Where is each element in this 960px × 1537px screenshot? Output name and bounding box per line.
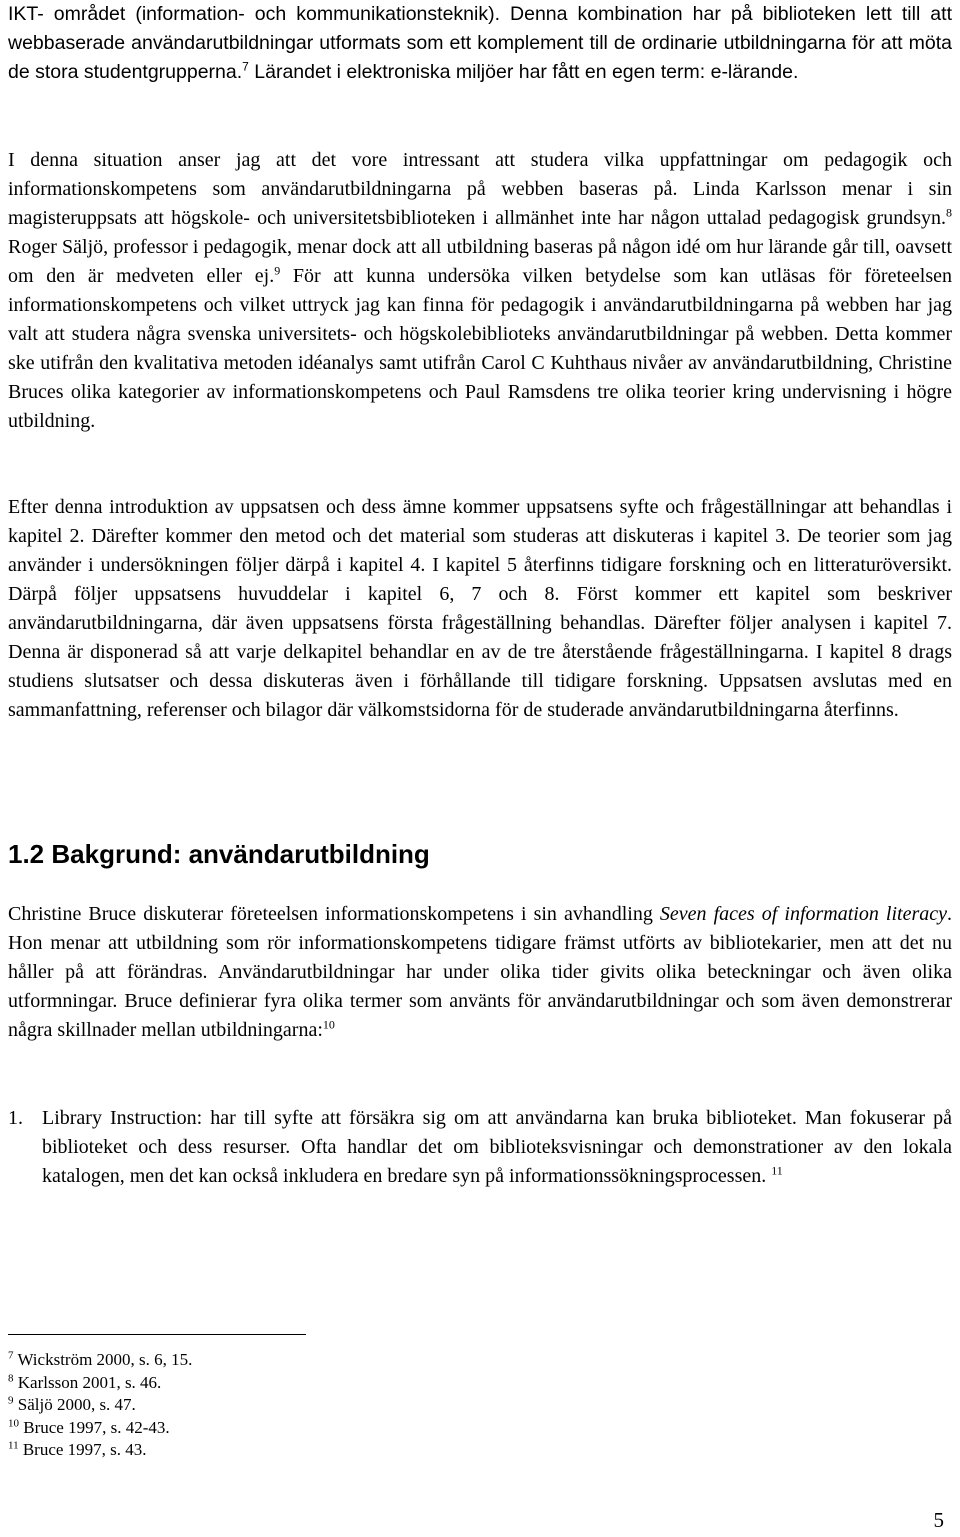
footnote-text: Karlsson 2001, s. 46. [13,1372,162,1392]
footnote-number: 7 [8,1349,14,1362]
paragraph-text: IKT- området (information- och kommunikationsteknik). Denna kombination har på biblioteken lett till att webbaserade användarutbildningar utformats som ett komplement till de ordinarie utbildningarna för att möta de stora studentgrupperna. [8,3,952,83]
footnote-ref-8[interactable]: 8 [946,205,952,220]
paragraph-intro-continuation [8,0,952,87]
footnote [8,1394,192,1417]
paragraph-text: Lärandet i elektroniska miljöer har fått en egen term: e-lärande. [248,61,799,83]
footnote [8,1349,192,1372]
footnote-text: Säljö 2000, s. 47. [13,1395,136,1414]
paragraph-text: Christine Bruce diskuterar företeelsen informationskompetens i sin avhandling [8,903,660,925]
paragraph-text: För att kunna undersöka vilken betydelse som kan utläsas för företeelsen informationskompetens och vilket uttryck jag kan finna för pedagogik i användarutbildningarna på webben har jag valt att studera några svenska universitets- och högskolebiblioteks användarutbildningar på webben. Detta kommer ske utifrån den kvalitativa metoden idéanalys samt utifrån Carol C Kuhthaus nivåer av användarutbildning, Christine Bruces olika kategorier av informationskompetens och Paul Ramsdens tre olika teorier kring undervisning i högre utbildning. [8,265,952,432]
footnote [8,1372,192,1395]
footnote [8,1417,192,1440]
list-item-body: Library Instruction: har till syfte att försäkra sig om att användarna kan bruka biblioteket. Man fokuserar på biblioteket och dess resurser. Ofta handlar det om biblioteksvisningar och demonstrationer av den lokala katalogen, men det kan också inkludera en bredare syn på informationssökningsprocessen. [42,1107,952,1187]
footnote-number: 9 [8,1394,14,1407]
footnote-text: Wickström 2000, s. 6, 15. [13,1350,193,1369]
page-number: 5 [933,1508,944,1532]
paragraph-situation [8,146,952,436]
footnote-text: Bruce 1997, s. 42-43. [19,1417,170,1437]
footnote-ref-7[interactable]: 7 [242,59,249,74]
footnotes [8,1349,192,1462]
paragraph-text: Roger Säljö, professor i pedagogik, menar dock att all utbildning baseras på någon idé om hur lärande går till, oavsett om den är medveten eller ej. [8,236,952,287]
footnote-divider [8,1334,306,1335]
footnote-ref-11[interactable]: 11 [771,1163,783,1178]
section-heading: 1.2 Bakgrund: användarutbildning [8,839,430,869]
footnote-text: Bruce 1997, s. 43. [18,1440,147,1459]
paragraph-background [8,900,952,1045]
footnote-number: 11 [8,1439,19,1452]
list-item-text [42,1104,952,1191]
footnote-number: 10 [8,1416,19,1429]
footnote [8,1439,192,1462]
footnote-ref-10[interactable]: 10 [322,1017,335,1032]
book-title: Seven faces of information literacy [659,903,947,925]
footnote-number: 8 [8,1371,14,1384]
list-item-number: 1. [8,1107,23,1129]
paragraph-text: I denna situation anser jag att det vore intressant att studera vilka uppfattningar om pedagogik och informationskompetens som användarutbildningarna på webben baseras på. Linda Karlsson menar i sin magisteruppsats att högskole- och universitetsbiblioteken i allmänhet inte har någon uttalad pedagogisk grundsyn. [8,149,952,229]
footnote-ref-9[interactable]: 9 [274,263,281,278]
numbered-list [8,1104,952,1191]
paragraph-text: . Hon menar att utbildning som rör informationskompetens tidigare främst utförts av bibliotekarier, men att det nu håller på att förändras. Användarutbildningar har under olika tider givits olika beteckningar och även olika utformningar. Bruce definierar fyra olika termer som använts för användarutbildningar och som även demonstrerar några skillnader mellan utbildningarna: [8,903,952,1041]
list-item [8,1104,952,1191]
paragraph-outline: Efter denna introduktion av uppsatsen och dess ämne kommer uppsatsens syfte och frågeställningar att behandlas i kapitel 2. Därefter kommer den metod och det material som studeras att diskuteras i kapitel 3. De teorier som jag använder i undersökningen följer därpå i kapitel 4. I kapitel 5 återfinns tidigare forskning och en litteraturöversikt. Därpå följer uppsatsens huvuddelar i kapitel 6, 7 och 8. Först kommer ett kapitel som beskriver användarutbildningarna, där även uppsatsens första frågeställning behandlas. Därefter följer analysen i kapitel 7. Denna är disponerad så att varje delkapitel behandlar en av de tre återstående frågeställningarna. I kapitel 8 drags studiens slutsatser och dessa diskuteras även i förhållande till tidigare forskning. Uppsatsen avslutas med en sammanfattning, referenser och bilagor där välkomstsidorna för de studerade användarutbildningarna återfinns. [8,496,952,721]
